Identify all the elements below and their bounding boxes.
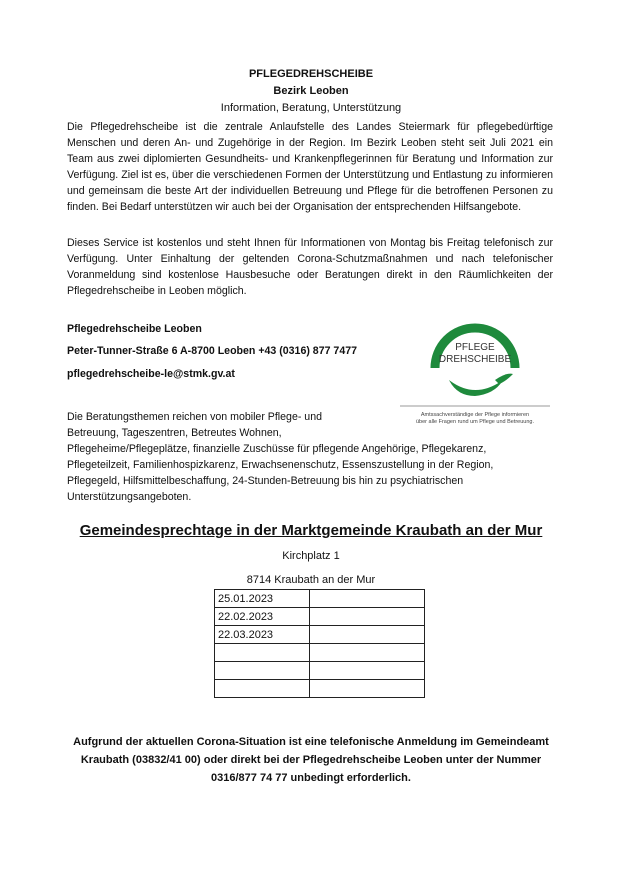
hand-icon <box>449 380 503 396</box>
dates-table <box>214 589 425 698</box>
schedule-title: Gemeindesprechtage in der Marktgemeinde Kraubath an der Mur <box>79 522 543 539</box>
empty-cell <box>310 644 425 662</box>
thumb-icon <box>495 374 513 384</box>
topics-line: Pflegeteilzeit, Familienhospizkarenz, Erwachsenenschutz, Essenszustellung in der Region, <box>67 459 494 471</box>
logo-text-line1: PFLEGE <box>455 342 495 353</box>
schedule-address-city: 8714 Kraubath an der Mur <box>246 574 376 586</box>
date-cell: 22.02.2023 <box>215 608 310 626</box>
contact-name: Pflegedrehscheibe Leoben <box>67 323 202 335</box>
intro-paragraph-2: Dieses Service ist kostenlos und steht Ihnen für Informationen von Montag bis Freitag telefonisch zur Verfügung. Unter Einhaltung der geltenden Corona-Schutzmaßnahmen und nach telefonischer Voranmeldung sind kostenlose Hausbesuche oder Beratungen direkt in den Räumlichkeiten der Pflegedrehscheibe in Leoben möglich. <box>67 237 553 297</box>
table-row <box>215 662 425 680</box>
topics-line: Die Beratungsthemen reichen von mobiler Pflege- und <box>67 411 322 423</box>
logo-caption-line2: über alle Fragen rund um Pflege und Betreuung. <box>415 419 535 425</box>
schedule-address-street: Kirchplatz 1 <box>282 550 340 562</box>
contact-address: Peter-Tunner-Straße 6 A-8700 Leoben +43 (0316) 877 7477 <box>67 345 357 357</box>
date-cell <box>215 680 310 698</box>
header-subtitle: Bezirk Leoben <box>273 85 349 97</box>
header-title: PFLEGEDREHSCHEIBE <box>248 68 374 80</box>
empty-cell <box>310 590 425 608</box>
topics-line: Betreuung, Tageszentren, Betreutes Wohnen, <box>67 427 282 439</box>
contact-email[interactable]: pflegedrehscheibe-le@stmk.gv.at <box>67 368 235 380</box>
date-cell <box>215 644 310 662</box>
logo-text-line2: DREHSCHEIBE <box>438 354 512 365</box>
registration-note: Aufgrund der aktuellen Corona-Situation ist eine telefonische Anmeldung im Gemeindeamt Kraubath (03832/41 00) oder direkt bei der Pflegedrehscheibe Leoben unter der Nummer 0316/877 74 77 unbedingt erforderlich. <box>73 736 549 784</box>
date-cell <box>215 662 310 680</box>
header-tagline: Information, Beratung, Unterstützung <box>220 102 402 114</box>
logo-caption-line1: Amtssachverständige der Pflege informieren <box>420 412 530 418</box>
empty-cell <box>310 608 425 626</box>
topics-line: Pflegeheime/Pflegeplätze, finanzielle Zuschüsse für pflegende Angehörige, Pflegekarenz, <box>67 443 487 455</box>
date-cell: 25.01.2023 <box>215 590 310 608</box>
empty-cell <box>310 626 425 644</box>
topics-line: Pflegegeld, Hilfsmittelbeschaffung, 24-Stunden-Betreuung bis hin zu psychiatrischen <box>67 475 464 487</box>
empty-cell <box>310 680 425 698</box>
topics-line: Unterstützungsangeboten. <box>67 491 192 503</box>
empty-cell <box>310 662 425 680</box>
date-cell: 22.03.2023 <box>215 626 310 644</box>
topics-paragraph <box>67 409 553 505</box>
table-row <box>215 644 425 662</box>
table-row <box>215 590 425 608</box>
table-row <box>215 680 425 698</box>
table-row <box>215 608 425 626</box>
intro-paragraph-1: Die Pflegedrehscheibe ist die zentrale Anlaufstelle des Landes Steiermark für pflegebedürftige Menschen und deren An- und Zugehörige in der Region. Im Bezirk Leoben steht seit Juli 2021 ein Team aus zwei diplomierten Gesundheits- und Krankenpflegerinnen für Beratung und Information zur Verfügung. Ziel ist es, über die verschiedenen Formen der Unterstützung und Entlastung zu informieren und gemeinsam die beste Art der individuellen Betreuung und Pflege für die betroffenen Personen zu finden. Bei Bedarf unterstützen wir auch bei der Organisation der entsprechenden Hilfsangebote. <box>67 121 553 213</box>
table-row <box>215 626 425 644</box>
